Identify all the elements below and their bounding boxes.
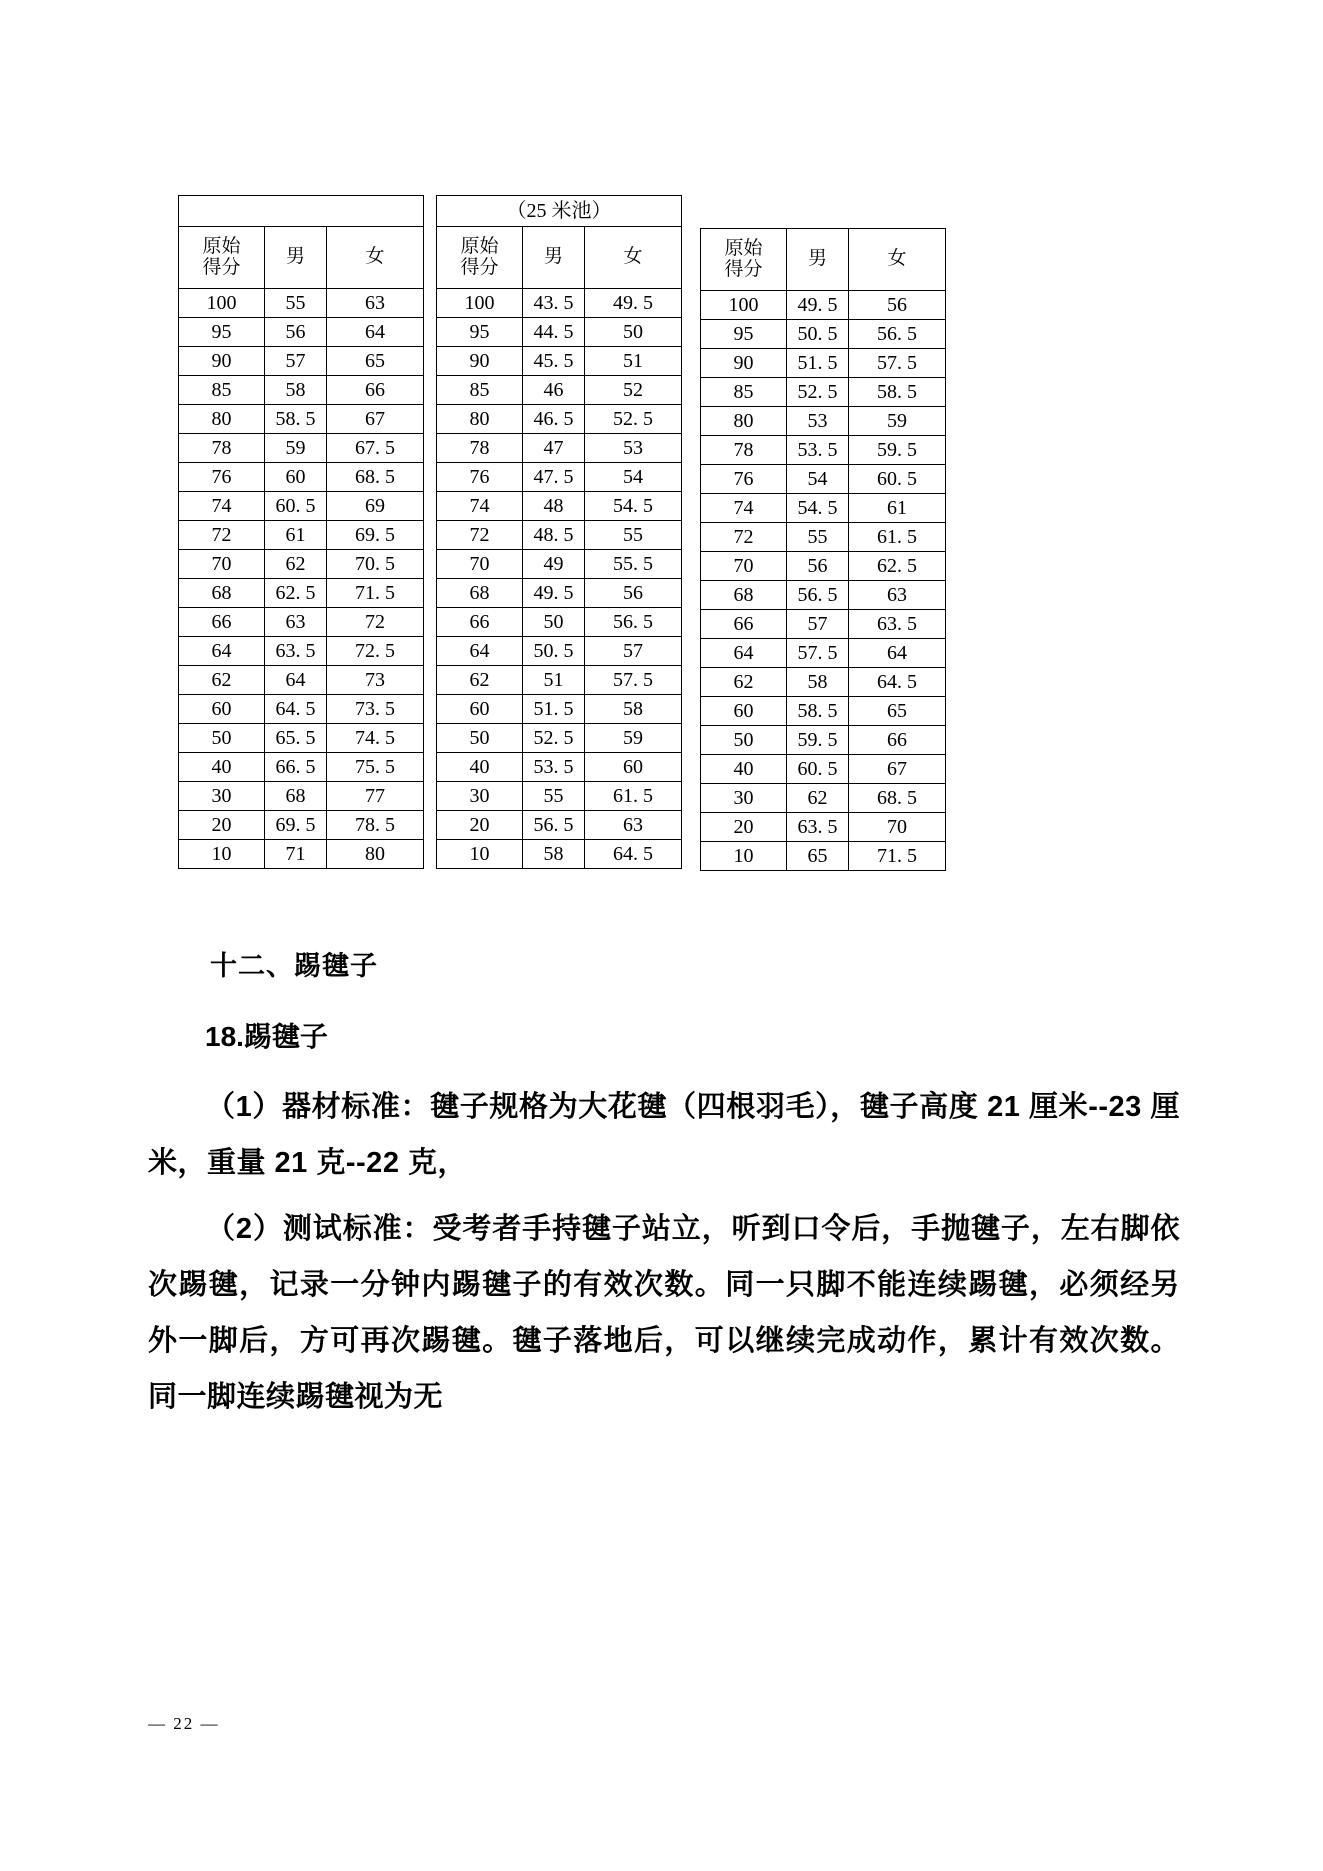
table-cell: 49	[523, 550, 585, 579]
table-cell: 61. 5	[585, 782, 682, 811]
table-cell: 75. 5	[327, 753, 424, 782]
table-cell: 64	[179, 637, 265, 666]
table-cell: 63	[849, 581, 946, 610]
table-cell: 52. 5	[523, 724, 585, 753]
table-row	[701, 842, 946, 871]
table-cell: 10	[437, 840, 523, 869]
table-cell: 66	[437, 608, 523, 637]
table-header-row	[437, 227, 682, 289]
table-row	[437, 434, 682, 463]
table-cell: 60. 5	[787, 755, 849, 784]
table-cell: 69	[327, 492, 424, 521]
table-row	[701, 610, 946, 639]
table-cell: 30	[701, 784, 787, 813]
table-row	[179, 550, 424, 579]
score-table-middle	[436, 195, 682, 869]
table-cell: 100	[437, 289, 523, 318]
table-cell: 78	[437, 434, 523, 463]
table-cell: 59	[849, 407, 946, 436]
table-row	[701, 755, 946, 784]
table-cell: 76	[437, 463, 523, 492]
table-row	[701, 697, 946, 726]
table-row	[179, 463, 424, 492]
table-cell: 57. 5	[849, 349, 946, 378]
table-cell: 85	[701, 378, 787, 407]
table-row	[437, 550, 682, 579]
table-cell: 74	[437, 492, 523, 521]
table-row	[701, 291, 946, 320]
table-cell: 40	[701, 755, 787, 784]
table-cell: 66	[701, 610, 787, 639]
table-cell: 40	[437, 753, 523, 782]
table-row	[437, 521, 682, 550]
table-cell: 60	[265, 463, 327, 492]
table-cell: 63. 5	[849, 610, 946, 639]
table-cell: 52. 5	[585, 405, 682, 434]
table-cell: 77	[327, 782, 424, 811]
table-cell: 64	[437, 637, 523, 666]
table-cell: 69. 5	[265, 811, 327, 840]
table-row	[179, 405, 424, 434]
table-row	[179, 666, 424, 695]
table-cell: 100	[179, 289, 265, 318]
table-row	[179, 811, 424, 840]
table-cell: 60	[179, 695, 265, 724]
table-cell: 56. 5	[849, 320, 946, 349]
table-cell: 90	[437, 347, 523, 376]
table-cell: 51. 5	[787, 349, 849, 378]
score-table-left	[178, 195, 424, 869]
table-cell: 70	[701, 552, 787, 581]
table-cell: 50. 5	[523, 637, 585, 666]
table-row	[179, 782, 424, 811]
table-cell: 80	[179, 405, 265, 434]
table-cell: 54. 5	[585, 492, 682, 521]
table-cell: 55. 5	[585, 550, 682, 579]
table-cell: 53. 5	[523, 753, 585, 782]
table-cell: 50	[585, 318, 682, 347]
table-cell: 53. 5	[787, 436, 849, 465]
table-cell: 78. 5	[327, 811, 424, 840]
table-cell: 30	[179, 782, 265, 811]
table-cell: 66	[849, 726, 946, 755]
table-cell: 58	[265, 376, 327, 405]
table-cell: 48. 5	[523, 521, 585, 550]
table-cell: 61	[849, 494, 946, 523]
table-cell: 85	[437, 376, 523, 405]
table-cell: 54	[787, 465, 849, 494]
table-row	[437, 492, 682, 521]
table-row	[437, 463, 682, 492]
table-cell: 49. 5	[787, 291, 849, 320]
table-cell: 60. 5	[265, 492, 327, 521]
table-row	[437, 811, 682, 840]
table-cell: 72	[701, 523, 787, 552]
table-cell: 55	[585, 521, 682, 550]
table-cell: 56. 5	[523, 811, 585, 840]
table-cell: 68	[437, 579, 523, 608]
table-cell: 56	[849, 291, 946, 320]
table-cell: 61	[265, 521, 327, 550]
table-row	[179, 347, 424, 376]
table-row	[437, 637, 682, 666]
table-cell: 90	[701, 349, 787, 378]
table-cell: 50	[701, 726, 787, 755]
table-row	[437, 608, 682, 637]
table-cell: 85	[179, 376, 265, 405]
table-cell: 67. 5	[327, 434, 424, 463]
table-header-row	[701, 229, 946, 291]
table-cell: 62	[265, 550, 327, 579]
table-cell: 68. 5	[327, 463, 424, 492]
table-cell: 68	[265, 782, 327, 811]
header-score: 原始 得分	[437, 227, 523, 289]
table-cell: 70	[179, 550, 265, 579]
table-cell: 100	[701, 291, 787, 320]
paragraph-equipment-standard: （1）器材标准：毽子规格为大花毽（四根羽毛），毽子高度 21 厘米--23 厘米，重量 21 克--22 克，	[148, 1091, 1180, 1179]
table-cell: 53	[585, 434, 682, 463]
table-cell: 58	[787, 668, 849, 697]
table-cell: 52	[585, 376, 682, 405]
table-cell: 50	[437, 724, 523, 753]
table-row	[437, 782, 682, 811]
table-cell: 78	[701, 436, 787, 465]
table-row	[701, 552, 946, 581]
table-cell: 65. 5	[265, 724, 327, 753]
table-row	[179, 492, 424, 521]
table-cell: 50	[179, 724, 265, 753]
table-row	[179, 724, 424, 753]
table-row	[179, 434, 424, 463]
table-cell: 57. 5	[585, 666, 682, 695]
table-cell: 65	[849, 697, 946, 726]
table-cell: 64	[849, 639, 946, 668]
table-cell: 61. 5	[849, 523, 946, 552]
table-cell: 76	[701, 465, 787, 494]
text-section	[148, 930, 1180, 1425]
table-cell: 56. 5	[585, 608, 682, 637]
table-cell: 63. 5	[787, 813, 849, 842]
table-row	[701, 726, 946, 755]
item-heading: 18.踢毽子	[205, 1021, 328, 1052]
page-number: — 22 —	[148, 1714, 220, 1733]
table-cell: 57. 5	[787, 639, 849, 668]
table-cell: 64. 5	[585, 840, 682, 869]
table-cell: 58	[523, 840, 585, 869]
header-male: 男	[787, 229, 849, 291]
table-row	[437, 753, 682, 782]
table-cell: 71. 5	[849, 842, 946, 871]
table-cell: 64. 5	[849, 668, 946, 697]
table-cell: 40	[179, 753, 265, 782]
table-row	[437, 289, 682, 318]
page-footer	[148, 1714, 220, 1734]
table-cell: 59	[585, 724, 682, 753]
table-cell: 72	[179, 521, 265, 550]
table-cell: 51	[523, 666, 585, 695]
table-row	[701, 320, 946, 349]
table-cell: 58. 5	[265, 405, 327, 434]
table-cell: 53	[787, 407, 849, 436]
table-cell: 66	[179, 608, 265, 637]
table-cell: 56	[265, 318, 327, 347]
table-row	[701, 494, 946, 523]
table-row	[701, 784, 946, 813]
table-cell: 55	[265, 289, 327, 318]
table-cell: 68	[701, 581, 787, 610]
header-male: 男	[265, 227, 327, 289]
table-cell: 80	[437, 405, 523, 434]
table-cell: 60	[585, 753, 682, 782]
header-female: 女	[849, 229, 946, 291]
table-cell: 66	[327, 376, 424, 405]
table-cell: 20	[179, 811, 265, 840]
table-cell: 58	[585, 695, 682, 724]
header-female: 女	[327, 227, 424, 289]
table-cell: 69. 5	[327, 521, 424, 550]
table-cell: 63	[327, 289, 424, 318]
table-cell: 46	[523, 376, 585, 405]
table-cell: 95	[437, 318, 523, 347]
table-cell: 20	[701, 813, 787, 842]
table-cell: 70. 5	[327, 550, 424, 579]
header-score: 原始 得分	[179, 227, 265, 289]
table-cell: 95	[701, 320, 787, 349]
table-row	[179, 318, 424, 347]
table-row	[437, 405, 682, 434]
table-cell: 71	[265, 840, 327, 869]
table-row	[179, 579, 424, 608]
table-cell: 59. 5	[787, 726, 849, 755]
table-cell: 62. 5	[265, 579, 327, 608]
table-row	[179, 637, 424, 666]
table-cell: 64	[701, 639, 787, 668]
table-cell: 59	[265, 434, 327, 463]
table-row	[701, 378, 946, 407]
table-cell: 47. 5	[523, 463, 585, 492]
table-cell: 57	[585, 637, 682, 666]
table-cell: 71. 5	[327, 579, 424, 608]
table-row	[701, 407, 946, 436]
table-cell: 47	[523, 434, 585, 463]
table-cell: 70	[849, 813, 946, 842]
table-cell: 10	[701, 842, 787, 871]
table-cell: 64	[327, 318, 424, 347]
table-cell: 44. 5	[523, 318, 585, 347]
table-cell: 56. 5	[787, 581, 849, 610]
table-cell: 74. 5	[327, 724, 424, 753]
table-cell: 49. 5	[585, 289, 682, 318]
table-cell: 52. 5	[787, 378, 849, 407]
table-cell: 55	[787, 523, 849, 552]
table-cell: 58. 5	[849, 378, 946, 407]
table-row	[179, 521, 424, 550]
table-row	[179, 608, 424, 637]
table-caption	[179, 196, 424, 227]
table-cell: 62. 5	[849, 552, 946, 581]
table-cell: 62	[701, 668, 787, 697]
table-cell: 57	[787, 610, 849, 639]
table-cell: 50. 5	[787, 320, 849, 349]
table-cell: 64	[265, 666, 327, 695]
table-row	[437, 376, 682, 405]
table-cell: 74	[701, 494, 787, 523]
table-row	[179, 695, 424, 724]
table-row	[701, 436, 946, 465]
table-row	[437, 347, 682, 376]
table-row	[437, 579, 682, 608]
table-row	[437, 666, 682, 695]
table-row	[701, 639, 946, 668]
paragraph-test-standard: （2）测试标准：受考者手持毽子站立，听到口令后，手抛毽子，左右脚依次踢毽，记录一分钟内踢毽子的有效次数。同一只脚不能连续踢毽，必须经另外一脚后，方可再次踢毽。毽子落地后，可以继续完成动作，累计有效次数。同一脚连续踢毽视为无	[148, 1213, 1180, 1413]
table-cell: 66. 5	[265, 753, 327, 782]
table-cell: 49. 5	[523, 579, 585, 608]
table-row	[701, 465, 946, 494]
table-cell: 50	[523, 608, 585, 637]
table-cell: 54	[585, 463, 682, 492]
table-cell: 80	[327, 840, 424, 869]
table-cell: 56	[787, 552, 849, 581]
table-row	[179, 376, 424, 405]
table-row	[179, 840, 424, 869]
table-row	[179, 289, 424, 318]
table-caption-row	[437, 196, 682, 227]
table-cell: 51	[585, 347, 682, 376]
table-cell: 65	[327, 347, 424, 376]
table-cell: 62	[179, 666, 265, 695]
table-cell: 73. 5	[327, 695, 424, 724]
table-cell: 58. 5	[787, 697, 849, 726]
table-cell: 48	[523, 492, 585, 521]
table-row	[701, 349, 946, 378]
table-row	[701, 813, 946, 842]
table-cell: 60	[437, 695, 523, 724]
table-header-row	[179, 227, 424, 289]
table-cell: 90	[179, 347, 265, 376]
table-cell: 45. 5	[523, 347, 585, 376]
header-male: 男	[523, 227, 585, 289]
score-tables	[178, 195, 946, 871]
table-cell: 67	[849, 755, 946, 784]
table-cell: 57	[265, 347, 327, 376]
table-cell: 60	[701, 697, 787, 726]
table-cell: 20	[437, 811, 523, 840]
table-cell: 62	[437, 666, 523, 695]
score-table-right	[700, 228, 946, 871]
table-cell: 76	[179, 463, 265, 492]
table-row	[701, 523, 946, 552]
table-cell: 68	[179, 579, 265, 608]
table-cell: 56	[585, 579, 682, 608]
table-row	[437, 724, 682, 753]
table-cell: 95	[179, 318, 265, 347]
table-cell: 46. 5	[523, 405, 585, 434]
table-cell: 59. 5	[849, 436, 946, 465]
header-score: 原始 得分	[701, 229, 787, 291]
table-cell: 63	[585, 811, 682, 840]
table-cell: 63	[265, 608, 327, 637]
table-caption: （25 米池）	[437, 196, 682, 227]
section-heading: 十二、踢毽子	[210, 951, 378, 981]
table-cell: 67	[327, 405, 424, 434]
table-cell: 73	[327, 666, 424, 695]
table-cell: 74	[179, 492, 265, 521]
table-row	[437, 695, 682, 724]
table-row	[179, 753, 424, 782]
table-row	[701, 668, 946, 697]
table-cell: 51. 5	[523, 695, 585, 724]
table-cell: 72	[437, 521, 523, 550]
table-cell: 78	[179, 434, 265, 463]
table-row	[701, 581, 946, 610]
table-cell: 54. 5	[787, 494, 849, 523]
table-row	[437, 318, 682, 347]
table-cell: 64. 5	[265, 695, 327, 724]
header-female: 女	[585, 227, 682, 289]
table-cell: 10	[179, 840, 265, 869]
table-cell: 60. 5	[849, 465, 946, 494]
table-cell: 80	[701, 407, 787, 436]
table-cell: 63. 5	[265, 637, 327, 666]
table-cell: 72	[327, 608, 424, 637]
table-cell: 55	[523, 782, 585, 811]
table-caption-row	[179, 196, 424, 227]
table-cell: 43. 5	[523, 289, 585, 318]
table-cell: 72. 5	[327, 637, 424, 666]
table-row	[437, 840, 682, 869]
table-cell: 68. 5	[849, 784, 946, 813]
table-cell: 30	[437, 782, 523, 811]
table-cell: 70	[437, 550, 523, 579]
table-cell: 62	[787, 784, 849, 813]
table-cell: 65	[787, 842, 849, 871]
